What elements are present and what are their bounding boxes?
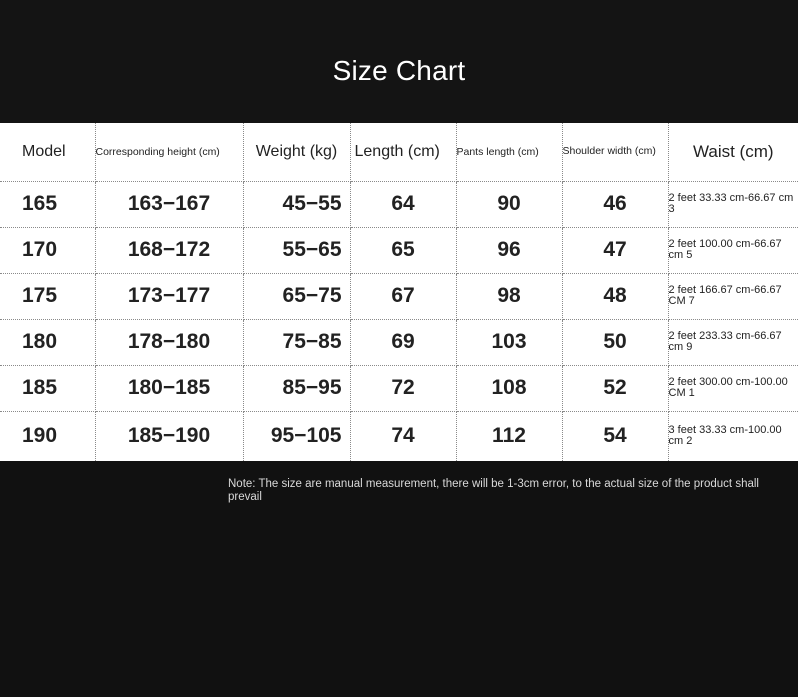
size-table [0,123,798,461]
cell-waist: 2 feet 100.00 cm-66.67 cm 5 [668,227,798,273]
table-row [0,227,798,273]
cell-model: 165 [0,181,95,227]
cell-waist: 2 feet 166.67 cm-66.67 CM 7 [668,273,798,319]
cell-weight: 45−55 [243,181,350,227]
cell-waist: 2 feet 300.00 cm-100.00 CM 1 [668,365,798,411]
cell-weight: 75−85 [243,319,350,365]
cell-height: 178−180 [95,319,243,365]
cell-model: 190 [0,411,95,461]
cell-pants-length: 96 [456,227,562,273]
cell-height: 185−190 [95,411,243,461]
cell-length: 72 [350,365,456,411]
cell-pants-length: 108 [456,365,562,411]
cell-shoulder-width: 50 [562,319,668,365]
cell-height: 163−167 [95,181,243,227]
header-shoulder-width: Shoulder width (cm) [562,123,668,181]
table-row [0,181,798,227]
cell-weight: 95−105 [243,411,350,461]
title-band [0,0,798,123]
cell-model: 170 [0,227,95,273]
cell-length: 69 [350,319,456,365]
table-header-row [0,123,798,181]
cell-length: 65 [350,227,456,273]
cell-weight: 85−95 [243,365,350,411]
cell-waist: 3 feet 33.33 cm-100.00 cm 2 [668,424,782,448]
header-length: Length (cm) [350,123,456,181]
table-row [0,411,798,461]
cell-waist: 2 feet 33.33 cm-66.67 cm 3 [668,181,798,227]
cell-height: 173−177 [95,273,243,319]
cell-height: 168−172 [95,227,243,273]
cell-model: 185 [0,365,95,411]
table-row [0,319,798,365]
cell-shoulder-width: 54 [562,411,668,461]
header-model: Model [0,123,95,181]
header-pants-length: Pants length (cm) [456,123,562,181]
table-row [0,273,798,319]
header-weight: Weight (kg) [243,123,350,181]
size-table-area [0,123,798,461]
cell-shoulder-width: 47 [562,227,668,273]
cell-length: 67 [350,273,456,319]
cell-weight: 55−65 [243,227,350,273]
table-row [0,365,798,411]
measurement-note: Note: The size are manual measurement, there will be 1-3cm error, to the actual size of the product shall prevail [228,478,759,503]
cell-height: 180−185 [95,365,243,411]
cell-pants-length: 98 [456,273,562,319]
cell-length: 64 [350,181,456,227]
cell-model: 180 [0,319,95,365]
header-height: Corresponding height (cm) [95,123,243,181]
cell-pants-length: 90 [456,181,562,227]
cell-shoulder-width: 46 [562,181,668,227]
cell-length: 74 [350,411,456,461]
cell-weight: 65−75 [243,273,350,319]
cell-waist: 2 feet 233.33 cm-66.67 cm 9 [668,319,798,365]
cell-pants-length: 112 [456,411,562,461]
header-waist: Waist (cm) [668,123,798,181]
cell-model: 175 [0,273,95,319]
cell-pants-length: 103 [456,319,562,365]
cell-shoulder-width: 48 [562,273,668,319]
page-title: Size Chart [332,55,466,86]
cell-shoulder-width: 52 [562,365,668,411]
